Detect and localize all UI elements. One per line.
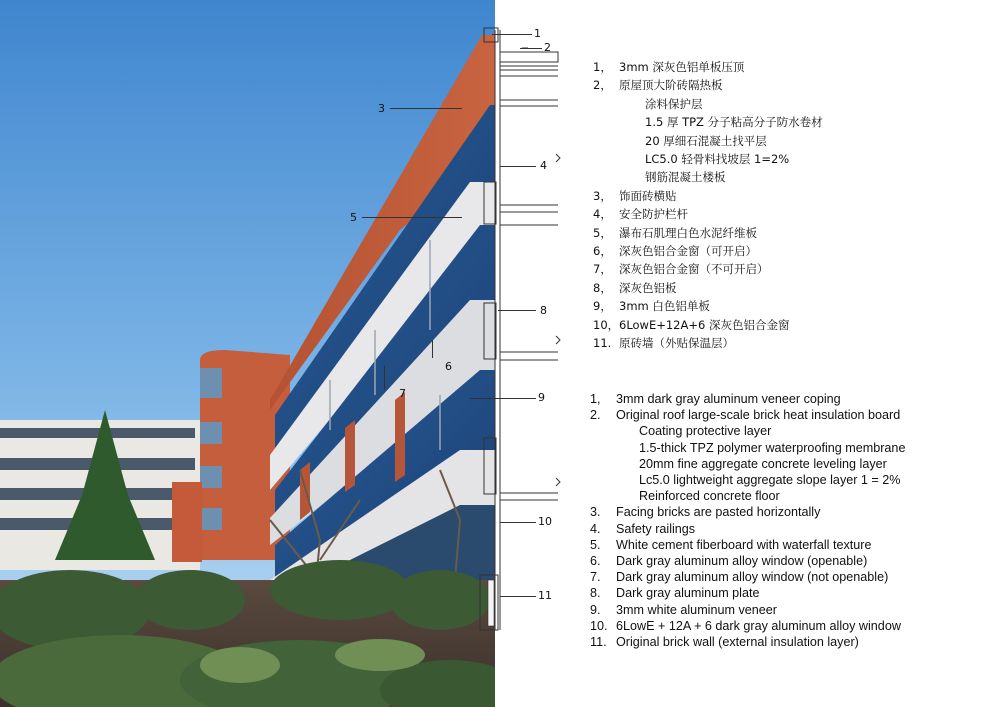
legend-cn-item-number [593,95,619,113]
legend-cn-item [593,132,993,150]
legend-english [590,391,995,650]
legend-cn-item-text: 涂料保护层 [645,96,703,111]
legend-cn-item [593,187,993,205]
callout-leader-5 [362,217,462,218]
legend-en-item-text: Dark gray aluminum alloy window (openable) [616,554,868,569]
legend-cn-item-text: 深灰色铝合金窗（不可开启） [619,262,769,277]
legend-cn-item [593,316,993,334]
legend-en-item [590,472,995,488]
callout-leader-6 [432,340,433,358]
legend-en-item [590,456,995,472]
legend-cn-item [593,150,993,168]
callout-leader-10 [500,522,536,523]
legend-cn-item-number: 4， [593,207,612,222]
legend-cn-item-text: 钢筋混凝土楼板 [645,170,726,185]
legend-en-item [590,553,995,569]
legend-en-item-number: 6. [590,554,601,569]
callout-leader-4 [500,166,536,167]
callout-9: 9 [538,391,545,404]
legend-cn-item-number: 2， [593,78,612,93]
legend-en-item-number: 5. [590,537,601,552]
callout-leader-9 [470,398,536,399]
legend-cn-item-number [593,113,619,131]
legend-en-item-number [590,472,616,488]
callout-10: 10 [538,515,552,528]
legend-en-item-number: 3. [590,505,601,520]
legend-en-item [590,440,995,456]
legend-en-item [590,423,995,439]
legend-cn-item-text: LC5.0 轻骨料找坡层 1=2% [645,152,790,167]
legend-cn-item-text: 安全防护栏杆 [619,207,688,222]
legend-en-item-number: 7. [590,570,601,585]
legend-en-item-text: 20mm fine aggregate concrete leveling layer [639,456,887,471]
legend-cn-item-number [593,168,619,186]
legend-cn-item-text: 20 厚细石混凝土找平层 [645,133,767,148]
legend-en-item-text: Lc5.0 lightweight aggregate slope layer 1 = 2% [639,473,901,488]
legend-cn-item-number: 9， [593,299,612,314]
legend-cn-item-number: 5， [593,225,612,240]
legend-en-item-text: Coating protective layer [639,424,772,439]
callout-leader-8 [498,310,536,311]
legend-cn-item [593,242,993,260]
legend-cn-item [593,113,993,131]
legend-en-item-text: 6LowE + 12A + 6 dark gray aluminum alloy window [616,618,901,633]
callout-8: 8 [540,304,547,317]
legend-cn-item [593,297,993,315]
legend-cn-item [593,224,993,242]
legend-en-item [590,618,995,634]
callout-6: 6 [445,360,452,373]
legend-en-item-text: 3mm dark gray aluminum veneer coping [616,392,841,406]
callout-leader-1 [492,34,532,35]
legend-en-item-number: 4. [590,521,601,536]
legend-en-item [590,521,995,537]
legend-cn-item-text: 深灰色铝板 [619,280,677,295]
legend-en-item-text: White cement fiberboard with waterfall texture [616,537,872,552]
legend-cn-item-text: 瀑布石肌理白色水泥纤维板 [619,225,757,240]
legend-cn-item-number: 6， [593,244,612,259]
callout-5: 5 [350,211,357,224]
legend-cn-item [593,168,993,186]
legend-en-item [590,634,995,650]
legend-en-item-number [590,440,616,456]
legend-en-item [590,602,995,618]
legend-cn-item-number [593,132,619,150]
legend-en-item [590,407,995,423]
legend-cn-item [593,58,993,76]
legend-en-item-number: 2. [590,408,601,423]
legend-en-item-number [590,488,616,504]
callout-leader-11 [500,596,536,597]
legend-cn-item-text: 6LowE+12A+6 深灰色铝合金窗 [619,317,790,332]
legend-en-item-text: Facing bricks are pasted horizontally [616,505,821,520]
legend-cn-item [593,260,993,278]
legend-en-item [590,569,995,585]
legend-cn-item-number [593,150,619,168]
legend-cn-item-text: 1.5 厚 TPZ 分子粘高分子防水卷材 [645,115,823,130]
callout-3: 3 [378,102,385,115]
legend-cn-item [593,76,993,94]
callout-2: 2 [544,41,551,54]
legend-en-item-text: Original roof large-scale brick heat insulation board [616,408,901,423]
legend-en-item-text: Reinforced concrete floor [639,489,780,504]
callout-11: 11 [538,589,552,602]
callout-leader-3 [390,108,462,109]
legend-cn-item-number: 3， [593,188,612,203]
legend-cn-item-number: 8， [593,280,612,295]
legend-cn-item-text: 饰面砖横贴 [619,188,677,203]
legend-cn-item-text: 原屋顶大阶砖隔热板 [619,78,723,93]
legend-en-item-number: 11. [590,635,607,650]
legend-en-item-number [590,456,616,472]
callout-7: 7 [399,387,406,400]
legend-cn-item-text: 3mm 白色铝单板 [619,299,710,314]
legend-en-item-number: 10. [590,618,608,633]
legend-en-item-number: 1, [590,392,601,406]
legend-cn-item-text: 原砖墙（外贴保温层） [619,336,734,351]
legend-en-item-text: Safety railings [616,521,696,536]
legend-en-item-number: 8. [590,586,601,601]
legend-cn-item-number: 7， [593,262,612,277]
building-facade-photo [0,0,495,707]
callout-4: 4 [540,159,547,172]
legend-cn-item [593,279,993,297]
callout-leader-7 [384,366,385,390]
legend-cn-item-number: 11. [593,336,612,351]
wall-section-drawing [470,0,590,707]
legend-en-item-text: Dark gray aluminum plate [616,586,760,601]
legend-chinese [593,58,993,353]
legend-en-item-text: Dark gray aluminum alloy window (not openable) [616,570,889,585]
legend-en-item-text: Original brick wall (external insulation layer) [616,635,859,650]
callout-1: 1 [534,27,541,40]
legend-en-item-text: 3mm white aluminum veneer [616,602,777,617]
legend-en-item [590,391,995,407]
legend-cn-item-number: 10， [593,317,620,332]
legend-en-item [590,504,995,520]
legend-cn-item [593,334,993,352]
legend-en-item [590,537,995,553]
legend-cn-item [593,205,993,223]
legend-en-item [590,488,995,504]
legend-en-item-number: 9. [590,602,601,617]
legend-en-item-text: 1.5-thick TPZ polymer waterproofing membrane [639,440,906,455]
legend-en-item [590,585,995,601]
legend-cn-item-text: 深灰色铝合金窗（可开启） [619,244,757,259]
callout-leader-2 [520,48,542,49]
legend-cn-item-number: 1， [593,60,612,74]
legend-cn-item-text: 3mm 深灰色铝单板压顶 [619,60,745,74]
legend-cn-item [593,95,993,113]
legend-en-item-number [590,423,616,439]
